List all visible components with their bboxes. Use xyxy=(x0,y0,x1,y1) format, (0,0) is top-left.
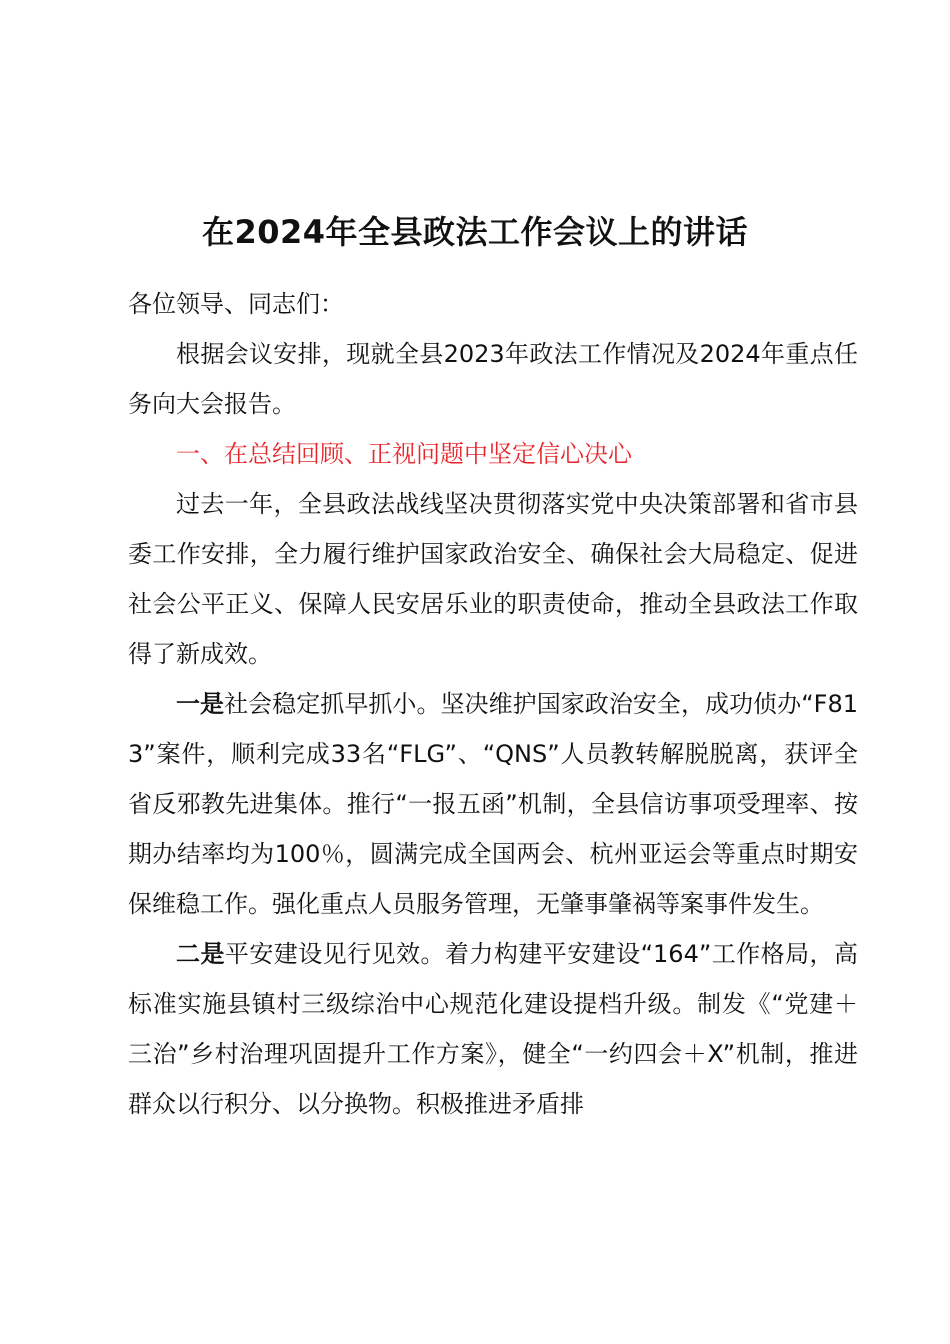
document-title: 在2024年全县政法工作会议上的讲话 xyxy=(201,213,749,251)
item-2-lead: 二是 xyxy=(176,940,225,968)
item-1-paragraph xyxy=(128,679,858,929)
item-2-text: 平安建设见行见效。着力构建平安建设“164”工作格局，高标准实施县镇村三级综治中心规范化建设提档升级。制发《“党建＋三治”乡村治理巩固提升工作方案》，健全“一约四会＋X”机制，推进群众以行积分、以分换物。积极推进矛盾排 xyxy=(128,940,858,1118)
item-1-text: 社会稳定抓早抓小。坚决维护国家政治安全，成功侦办“F813”案件，顺利完成33名“FLG”、“QNS”人员教转解脱脱离，获评全省反邪教先进集体。推行“一报五函”机制，全县信访事项受理率、按期办结率均为100％，圆满完成全国两会、杭州亚运会等重点时期安保维稳工作。强化重点人员服务管理，无肇事肇祸等案事件发生。 xyxy=(128,690,858,918)
item-2-paragraph xyxy=(128,929,858,1129)
intro-paragraph: 根据会议安排，现就全县2023年政法工作情况及2024年重点任务向大会报告。 xyxy=(128,340,858,418)
section-heading-1: 一、在总结回顾、正视问题中坚定信心决心 xyxy=(176,440,632,468)
document-body xyxy=(128,279,858,1129)
summary-paragraph: 过去一年，全县政法战线坚决贯彻落实党中央决策部署和省市县委工作安排，全力履行维护国家政治安全、确保社会大局稳定、促进社会公平正义、保障人民安居乐业的职责使命，推动全县政法工作取得了新成效。 xyxy=(128,490,858,668)
item-1-lead: 一是 xyxy=(176,690,225,718)
greeting: 各位领导、同志们： xyxy=(128,290,344,318)
